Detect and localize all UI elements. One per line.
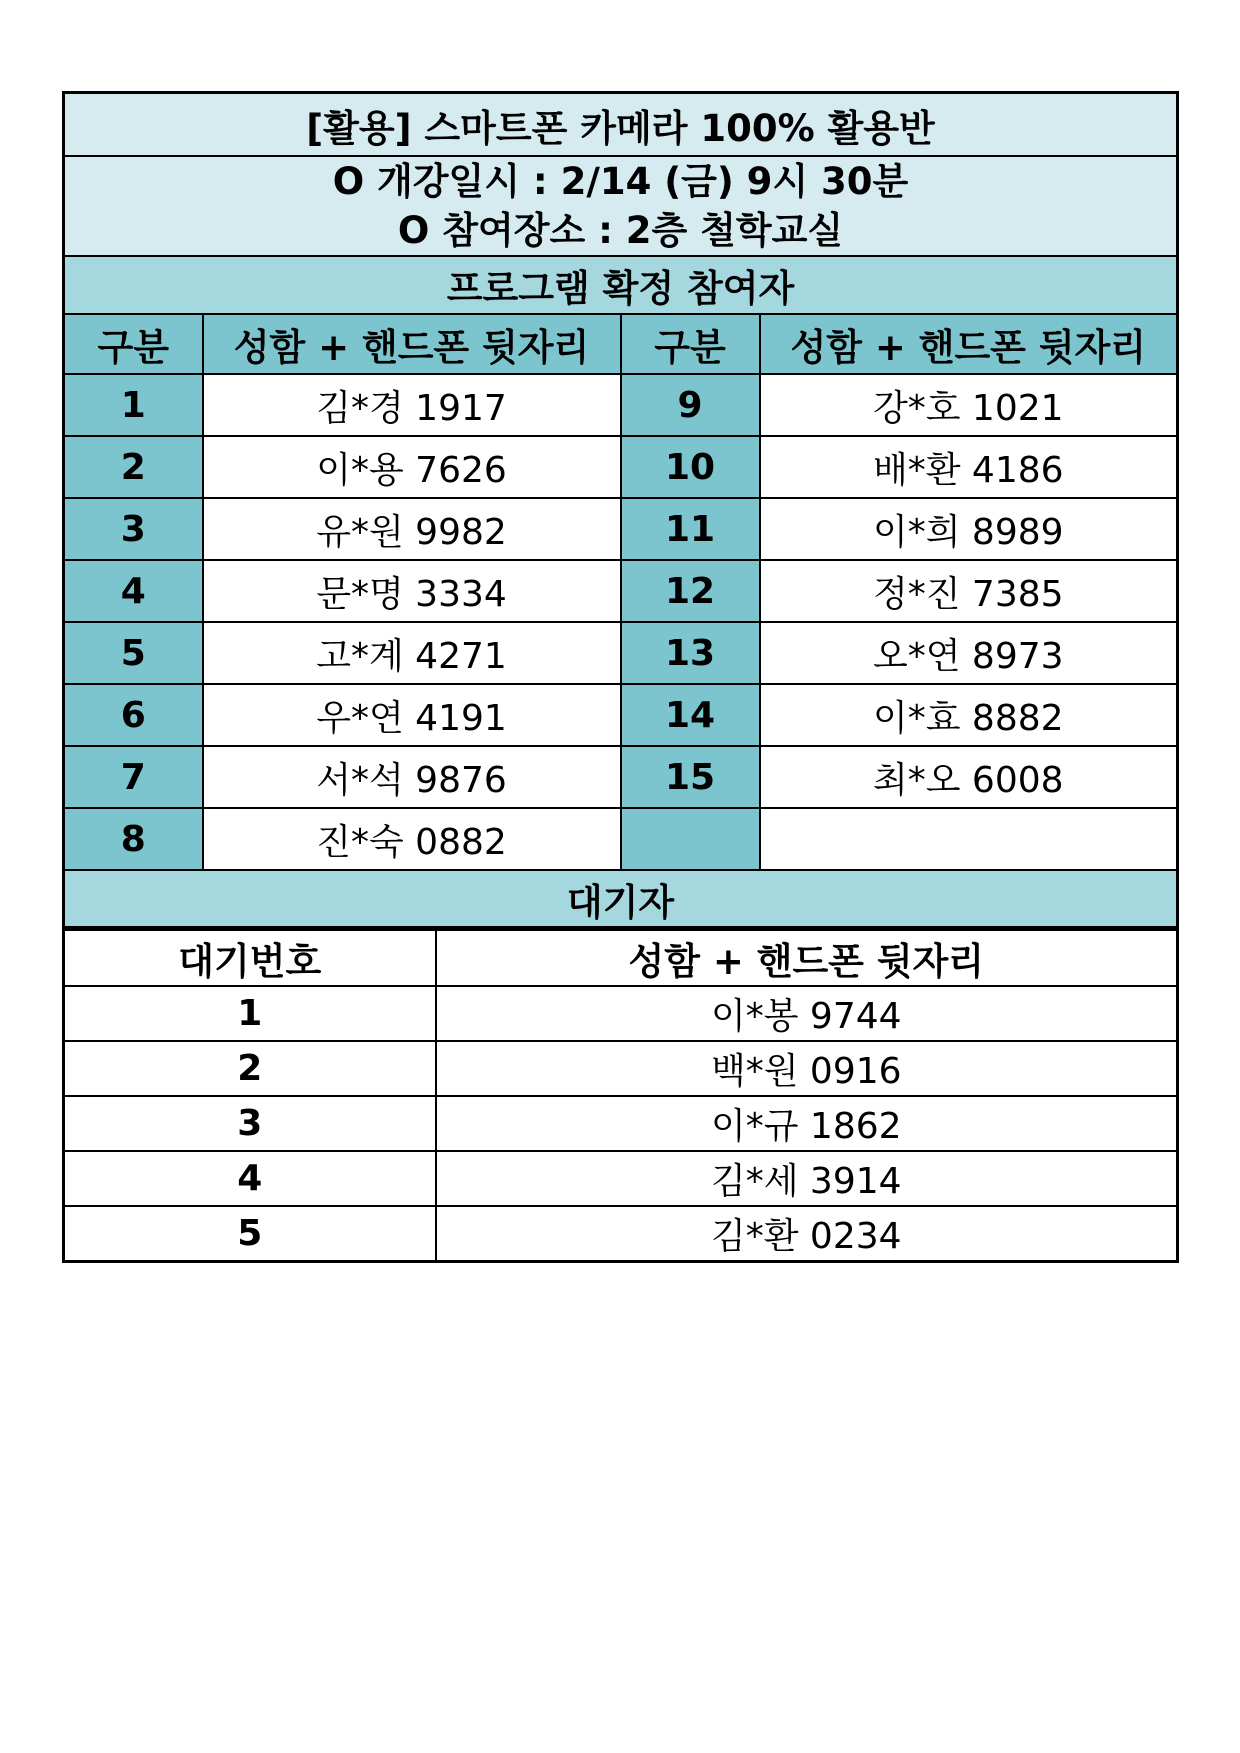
participant-name: 배*환 4186 — [760, 436, 1178, 498]
table-row — [64, 560, 1178, 622]
col-header-name-left: 성함 + 핸드폰 뒷자리 — [203, 314, 621, 374]
participant-sheet — [62, 91, 1176, 1263]
participant-number: 10 — [621, 436, 760, 498]
participant-name: 우*연 4191 — [203, 684, 621, 746]
waiting-number: 1 — [64, 986, 436, 1041]
participant-name: 서*석 9876 — [203, 746, 621, 808]
table-row — [64, 1206, 1178, 1262]
participant-name: 고*계 4271 — [203, 622, 621, 684]
participant-name — [760, 808, 1178, 870]
participant-name: 강*호 1021 — [760, 374, 1178, 436]
participant-number: 3 — [64, 498, 203, 560]
participant-name: 진*숙 0882 — [203, 808, 621, 870]
participant-number — [621, 808, 760, 870]
table-row — [64, 986, 1178, 1041]
col-header-num-right: 구분 — [621, 314, 760, 374]
participant-number: 14 — [621, 684, 760, 746]
col-header-waiting-name: 성함 + 핸드폰 뒷자리 — [436, 930, 1178, 986]
participant-name: 김*경 1917 — [203, 374, 621, 436]
participant-number: 9 — [621, 374, 760, 436]
waiting-number: 4 — [64, 1151, 436, 1206]
participant-name: 오*연 8973 — [760, 622, 1178, 684]
page-title: [활용] 스마트폰 카메라 100% 활용반 — [64, 93, 1178, 157]
participant-number: 12 — [621, 560, 760, 622]
waiting-number: 3 — [64, 1096, 436, 1151]
waiting-header-row — [64, 930, 1178, 986]
col-header-num-left: 구분 — [64, 314, 203, 374]
class-info — [64, 156, 1178, 256]
table-row — [64, 684, 1178, 746]
participant-number: 2 — [64, 436, 203, 498]
participant-number: 8 — [64, 808, 203, 870]
waiting-number: 2 — [64, 1041, 436, 1096]
table-row — [64, 498, 1178, 560]
confirmed-header-row — [64, 314, 1178, 374]
table-row — [64, 436, 1178, 498]
table-row — [64, 1096, 1178, 1151]
participant-name: 이*효 8882 — [760, 684, 1178, 746]
participant-number: 7 — [64, 746, 203, 808]
class-date-line: O 개강일시 : 2/14 (금) 9시 30분 — [332, 160, 909, 203]
waiting-name: 김*환 0234 — [436, 1206, 1178, 1262]
confirmed-table — [62, 91, 1179, 929]
participant-name: 최*오 6008 — [760, 746, 1178, 808]
participant-number: 6 — [64, 684, 203, 746]
col-header-name-right: 성함 + 핸드폰 뒷자리 — [760, 314, 1178, 374]
waiting-section-title: 대기자 — [64, 870, 1178, 928]
participant-number: 1 — [64, 374, 203, 436]
table-row — [64, 808, 1178, 870]
class-place-line: O 참여장소 : 2층 철학교실 — [397, 209, 844, 252]
waiting-name: 김*세 3914 — [436, 1151, 1178, 1206]
waiting-name: 이*규 1862 — [436, 1096, 1178, 1151]
table-row — [64, 374, 1178, 436]
participant-number: 4 — [64, 560, 203, 622]
col-header-waiting-num: 대기번호 — [64, 930, 436, 986]
participant-number: 13 — [621, 622, 760, 684]
waiting-table — [62, 929, 1179, 1263]
participant-name: 이*희 8989 — [760, 498, 1178, 560]
participant-name: 이*용 7626 — [203, 436, 621, 498]
participant-number: 15 — [621, 746, 760, 808]
waiting-name: 백*원 0916 — [436, 1041, 1178, 1096]
waiting-name: 이*봉 9744 — [436, 986, 1178, 1041]
participant-name: 정*진 7385 — [760, 560, 1178, 622]
waiting-number: 5 — [64, 1206, 436, 1262]
participant-number: 5 — [64, 622, 203, 684]
participant-number: 11 — [621, 498, 760, 560]
confirmed-section-title: 프로그램 확정 참여자 — [64, 256, 1178, 314]
table-row — [64, 622, 1178, 684]
table-row — [64, 1041, 1178, 1096]
table-row — [64, 1151, 1178, 1206]
table-row — [64, 746, 1178, 808]
participant-name: 문*명 3334 — [203, 560, 621, 622]
participant-name: 유*원 9982 — [203, 498, 621, 560]
